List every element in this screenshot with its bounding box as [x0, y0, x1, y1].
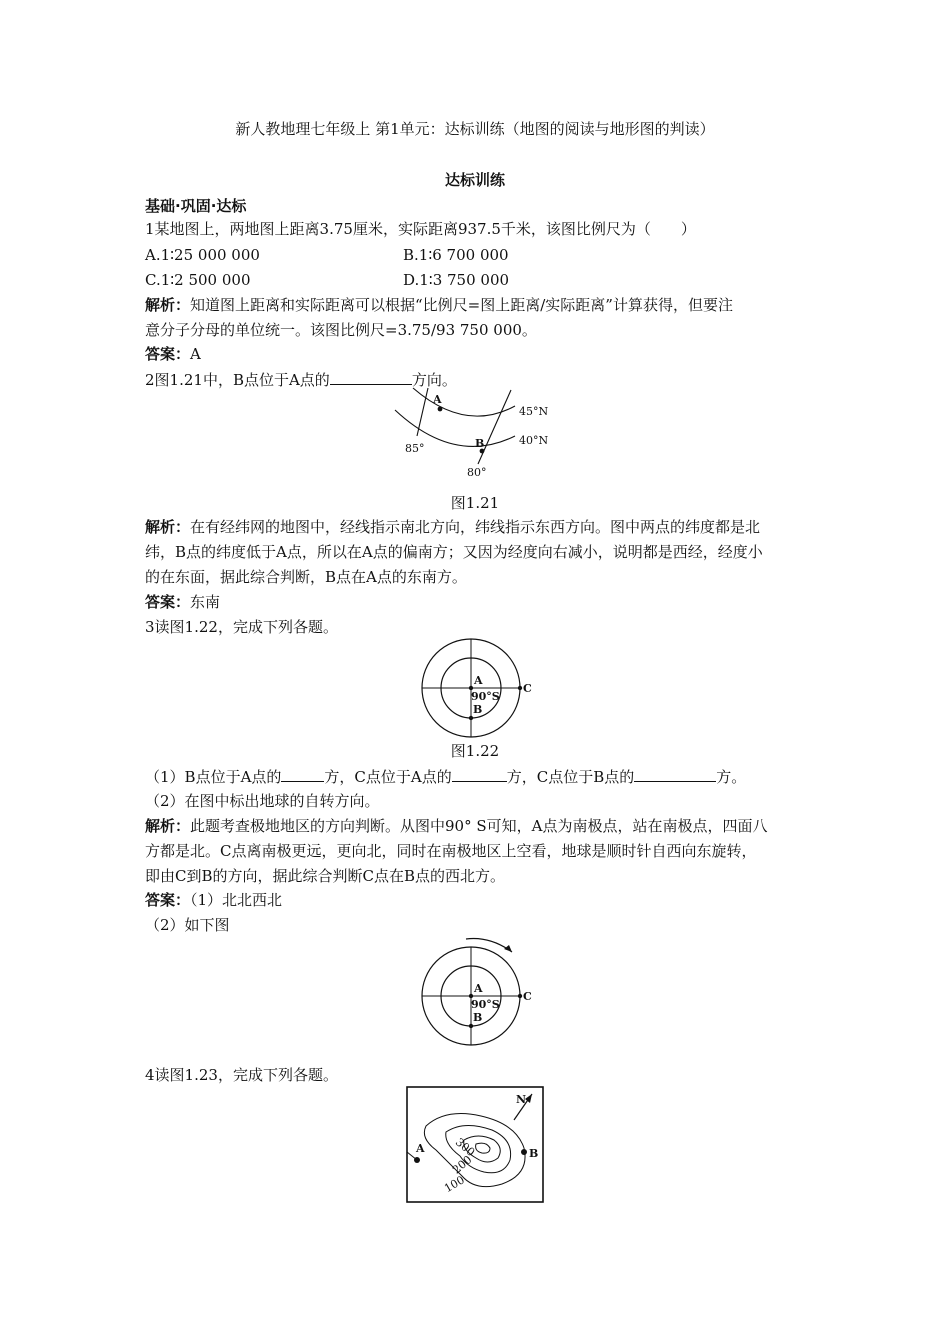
q2-answer-blank[interactable] [330, 369, 412, 385]
figure-1-21 [395, 388, 555, 480]
point-a-label: A [474, 982, 483, 995]
q1-option-c: C.1∶2 500 000 [145, 271, 251, 289]
point-a-label: A [474, 674, 483, 687]
point-a-label: A [433, 393, 442, 406]
document-title: 新人教地理七年级上 第1单元：达标训练（地图的阅读与地形图的判读） [235, 120, 715, 138]
point-c-label: C [523, 990, 532, 1003]
latitude-45-line [413, 388, 515, 416]
point-b-dot [469, 1024, 473, 1028]
figure-answer-rotation [420, 932, 532, 1050]
q1-analysis-line1 [145, 295, 733, 315]
q3-sub1-part-d: 方。 [716, 768, 747, 786]
point-c-dot [518, 994, 522, 998]
point-b-label: B [475, 437, 485, 450]
contour-300-label: 300 [452, 1135, 478, 1160]
q3-analysis-line2: 方都是北。C点离南极更远，更向北，同时在南极地区上空看，地球是顺时针自西向东旋转， [145, 842, 757, 860]
point-c-label: C [523, 682, 532, 695]
q1-analysis-text1: 知道图上距离和实际距离可以根据“比例尺=图上距离/实际距离”计算获得，但要注 [190, 296, 733, 314]
q3-blank-2[interactable] [452, 766, 507, 782]
figure-1-22-caption: 图1.22 [450, 742, 500, 760]
contour-100-label: 100 [442, 1173, 467, 1196]
q4-stem: 4读图1.23，完成下列各题。 [145, 1066, 338, 1084]
q1-analysis-label: 解析： [145, 296, 191, 314]
lat-40-label: 40°N [519, 434, 549, 447]
q1-answer: A [190, 345, 201, 363]
q2-analysis-label: 解析： [145, 518, 191, 536]
q3-blank-1[interactable] [281, 766, 324, 782]
q1-option-b: B.1∶6 700 000 [403, 246, 509, 264]
q1-analysis-line2: 意分子分母的单位统一。该图比例尺=3.75/93 750 000。 [145, 321, 537, 339]
figure-1-21-caption: 图1.21 [450, 494, 500, 512]
q3-sub1-part-a: （1）B点位于A点的 [145, 768, 282, 786]
q2-stem-post: 方向。 [411, 371, 457, 389]
q2-answer-label: 答案： [145, 593, 191, 611]
q3-sub1 [145, 766, 746, 787]
q2-stem [145, 369, 457, 390]
lon-80-label: 80° [467, 466, 487, 479]
q1-option-d: D.1∶3 750 000 [403, 271, 510, 289]
point-a-label: A [416, 1142, 425, 1155]
point-b-dot [521, 1149, 527, 1155]
q2-analysis-line2: 纬，B点的纬度低于A点，所以在A点的偏南方；又因为经度向右减小，说明都是西经，经度小 [145, 543, 763, 561]
point-b-label: B [473, 1011, 483, 1024]
lat-45-label: 45°N [519, 405, 549, 418]
q1-answer-label: 答案： [145, 345, 191, 363]
q3-analysis-line1 [145, 816, 767, 836]
q2-analysis-text1: 在有经纬网的地图中，经线指示南北方向，纬线指示东西方向。图中两点的纬度都是北 [190, 518, 761, 536]
q1-answer-line [145, 344, 201, 364]
south-pole-label: 90°S [471, 690, 500, 703]
q2-stem-pre: 2图1.21中，B点位于A点的 [145, 371, 330, 389]
q3-sub1-part-c: 方，C点位于B点的 [506, 768, 635, 786]
figure-1-22 [420, 637, 532, 741]
q3-stem: 3读图1.22，完成下列各题。 [145, 618, 338, 636]
point-b-dot [469, 716, 473, 720]
rotation-arrow-head-icon [504, 945, 512, 952]
figure-1-23 [406, 1086, 546, 1206]
q2-answer: 东南 [190, 593, 221, 611]
q2-analysis-line3: 的在东面，据此综合判断，B点在A点的东南方。 [145, 568, 467, 586]
north-label: N [516, 1093, 527, 1106]
point-c-dot [518, 686, 522, 690]
contour-200-label: 200 [450, 1153, 475, 1177]
point-b-label: B [473, 703, 483, 716]
section-title: 达标训练 [444, 171, 505, 189]
q3-analysis-line3: 即由C到B的方向，据此综合判断C点在B点的西北方。 [145, 867, 506, 885]
south-pole-label: 90°S [471, 998, 500, 1011]
lon-85-label: 85° [405, 442, 425, 455]
q3-analysis-label: 解析： [145, 817, 191, 835]
q2-answer-line [145, 592, 220, 612]
latitude-40-line [395, 410, 515, 446]
q3-blank-3[interactable] [634, 766, 716, 782]
q3-answer-line [145, 890, 282, 910]
point-b-label: B [529, 1147, 539, 1160]
q1-option-a: A.1∶25 000 000 [145, 246, 260, 264]
subsection-heading: 基础·巩固·达标 [145, 197, 247, 215]
q3-answer-1: （1）北北西北 [190, 891, 283, 909]
q2-analysis-line1 [145, 517, 760, 537]
q3-analysis-text1: 此题考查极地地区的方向判断。从图中90° S可知，A点为南极点，站在南极点，四面八 [190, 817, 768, 835]
q1-stem: 1某地图上，两地图上距离3.75厘米，实际距离937.5千米，该图比例尺为（ ） [145, 220, 696, 238]
q3-sub1-part-b: 方，C点位于A点的 [324, 768, 452, 786]
q3-answer-2: （2）如下图 [145, 916, 230, 934]
q3-sub2: （2）在图中标出地球的自转方向。 [145, 792, 380, 810]
point-a-dot [438, 407, 443, 412]
q3-answer-label: 答案： [145, 891, 191, 909]
